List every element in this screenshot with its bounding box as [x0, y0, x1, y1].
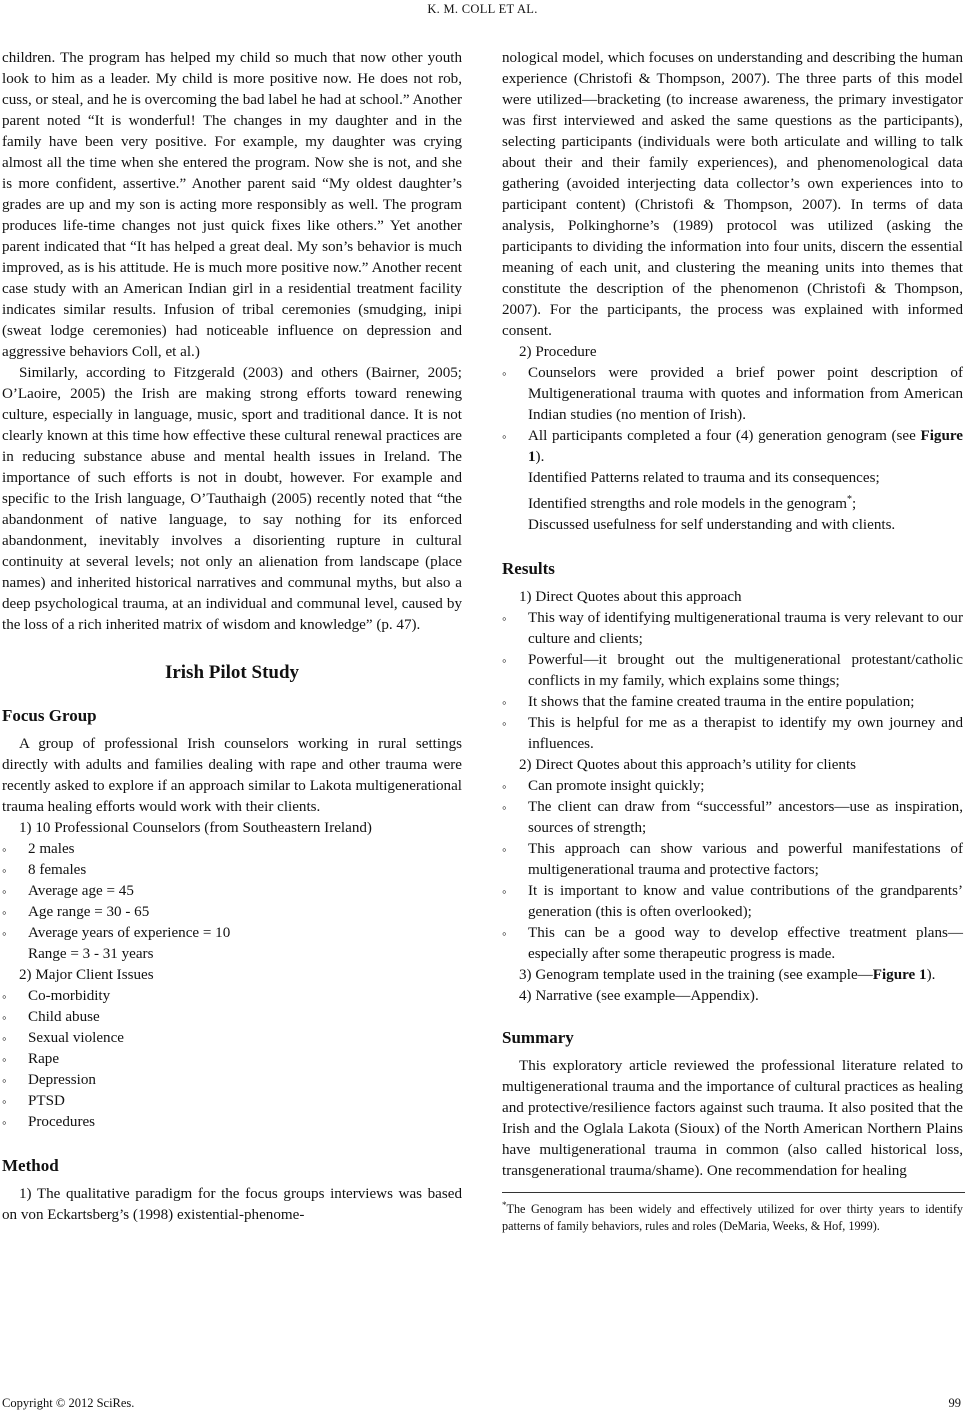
footnote-text: The Genogram has been widely and effectively utilized for over thirty years to identify patterns of family behaviors, rules and roles (DeMaria, Weeks, & Hof, 1999). [502, 1202, 963, 1234]
list-item: ◦ Age range = 30 - 65 [2, 902, 462, 923]
focus-group-paragraph: A group of professional Irish counselors working in rural settings directly with adults and families dealing with rape and other trauma were recently asked to explore if an approach similar to Lakota multigenerational trauma healing efforts would work with their clients. [2, 736, 462, 815]
list-item: ◦ Average years of experience = 10 [2, 923, 462, 944]
summary-paragraph: This exploratory article reviewed the professional literature related to multigenerational trauma and the importance of cultural practices as healing and protective/resilience factors against such trauma. It also posited that the Irish and the Oglala Lakota (Sioux) of the North American Northern Plains have multigenerational trauma in common (also called historical loss, transgenerational trauma/shame). One recommendation for healing [502, 1058, 963, 1180]
figure-reference: Figure 1 [872, 967, 927, 984]
results-3-end: ). [926, 967, 936, 984]
left-paragraph-1: children. The program has helped my child so much that now other youth look to him as a leader. My child is more positive now. He does not rob, cuss, or steal, and he is overcoming the bad label he had at school.” Another parent noted “It is wonderful! The changes in my daughter and in the family have been very positive. For example, my daughter was crying almost all the time when she entered the program. Now she is not, and she is more confident, assertive.” Another parent said “My oldest daughter’s grades are up and my son is acting more responsibly as well. The program produces life-time changes not just quick fixes like others.” Yet another parent indicated that “It has helped a great deal. My son’s behavior is much improved, as is his attitude. He is much more positive now.” Another recent case study with an American Indian girl in a residential treatment facility indicates similar results. Infusion of tribal ceremonies (smudging, inipi (sweat lodge ceremonies) had noticeable influence on depression and aggressive behaviors Coll, et al.) [2, 50, 462, 360]
list-item: ◦ This is helpful for me as a therapist to identify my own journey and influences. [502, 713, 963, 755]
procedure-list [502, 363, 963, 468]
results-1-title: 1) Direct Quotes about this approach [519, 589, 742, 606]
results-3 [502, 965, 963, 986]
right-paragraph-1: nological model, which focuses on understanding and describing the human experience (Christofi & Thompson, 2007). The three parts of this model were utilized—bracketing (to increase awareness, the primary investigator was first interviewed and asked the same questions as the participants), selecting participants (individuals were both articulate and willing to talk about their and their family experiences), and phenomenological data gathering (avoided interjecting data collector’s own experiences into to participant content) (Christofi & Thompson, 2007). In terms of data analysis, Polkinghorne’s (1989) protocol was utilized (asking the participants to dividing the information into four units, discern the essential meaning of each unit, and clustering the meaning units into themes that constitute the description of the phenomenon (Christofi & Thompson, 2007). For the participants, the process was explained with informed consent. [502, 50, 963, 339]
list-item: ◦ Depression [2, 1070, 462, 1091]
focus-group-heading: Focus Group [2, 706, 97, 725]
list-item: ◦ It is important to know and value contributions of the grandparents’ generation (this is often overlooked); [502, 881, 963, 923]
method-paragraph: 1) The qualitative paradigm for the focus groups interviews was based on von Eckartsberg’s (1998) existential-phenome- [2, 1186, 462, 1223]
procedure-sub-3: Discussed usefulness for self understanding and with clients. [528, 517, 896, 534]
list-item: ◦ Counselors were provided a brief power point description of Multigenerational trauma with quotes and information from American Indian studies (no mention of Irish). [502, 363, 963, 426]
running-head: K. M. COLL ET AL. [427, 2, 538, 16]
procedure-sub-1: Identified Patterns related to trauma and its consequences; [528, 470, 880, 486]
counselors-list-title: 1) 10 Professional Counselors (from Southeastern Ireland) [19, 820, 372, 836]
list-item: ◦ 8 females [2, 860, 462, 881]
footnote-marker: * [502, 1200, 507, 1211]
page-number: 99 [948, 1396, 961, 1410]
footnote [502, 1197, 963, 1235]
list-item: ◦ Sexual violence [2, 1028, 462, 1049]
results-4: 4) Narrative (see example—Appendix). [519, 988, 759, 1005]
list-item: ◦ 2 males [2, 839, 462, 860]
procedure-sub-2-text: Identified strengths and role models in the genogram [528, 496, 847, 513]
procedure-item-2-text: All participants completed a four (4) generation genogram (see [528, 428, 921, 444]
counselors-list [2, 839, 462, 944]
section-title: Irish Pilot Study [164, 662, 300, 683]
summary-heading: Summary [502, 1028, 574, 1048]
client-issues-title: 2) Major Client Issues [19, 967, 154, 983]
results-2-list [502, 776, 963, 965]
experience-range: Range = 3 - 31 years [28, 946, 154, 962]
list-item: ◦ Co-morbidity [2, 986, 462, 1007]
method-heading: Method [2, 1156, 59, 1175]
results-heading: Results [502, 559, 555, 579]
copyright-notice: Copyright © 2012 SciRes. [2, 1396, 135, 1410]
list-item: ◦ This approach can show various and powerful manifestations of multigenerational trauma and protective factors; [502, 839, 963, 881]
right-column [502, 48, 963, 1235]
footnote-marker: * [846, 494, 852, 505]
procedure-title: 2) Procedure [519, 344, 597, 360]
left-column [2, 48, 462, 1226]
results-1-list [502, 608, 963, 755]
procedure-sub-2 [502, 489, 963, 515]
list-item: ◦ The client can draw from “successful” ancestors—use as inspiration, sources of strength; [502, 797, 963, 839]
list-item: ◦ Procedures [2, 1112, 462, 1133]
list-item: ◦ This way of identifying multigenerational trauma is very relevant to our culture and clients; [502, 608, 963, 650]
list-item: ◦ Can promote insight quickly; [502, 776, 963, 797]
list-item: ◦ Powerful—it brought out the multigenerational protestant/catholic conflicts in my family, which explains some things; [502, 650, 963, 692]
list-item: ◦ Average age = 45 [2, 881, 462, 902]
list-item: ◦ Rape [2, 1049, 462, 1070]
procedure-sub-2-end: ; [851, 496, 857, 513]
procedure-item-2-end: ). [535, 449, 545, 465]
list-item: ◦ Child abuse [2, 1007, 462, 1028]
results-3-text: 3) Genogram template used in the training (see example— [519, 967, 873, 984]
list-item: ◦ It shows that the famine created trauma in the entire population; [502, 692, 963, 713]
footnote-divider [502, 1192, 965, 1193]
left-paragraph-2: Similarly, according to Fitzgerald (2003) and others (Bairner, 2005; O’Laoire, 2005) the Irish are making strong efforts toward renewing culture, especially in language, music, sport and traditional dance. It is not clearly known at this time how effective these cultural renewal practices are in reducing substance abuse and mental health issues in Ireland. The importance of such efforts is not in doubt, however. For example and specific to the Irish language, O’Tauthaigh (2005) recently noted that “the abandonment of native language, to say nothing for its enforced abandonment, inevitably involves a disorienting rupture in cultural continuity at several levels; not only an alienation from landscape (place names) and inherited historical narratives and communal myths, but also a deep psychological trauma, at an individual and communal level, caused by the loss of a rich inherited matrix of wisdom and knowledge” (p. 47). [2, 365, 462, 633]
list-item: ◦ PTSD [2, 1091, 462, 1112]
list-item [502, 426, 963, 468]
results-2-title: 2) Direct Quotes about this approach’s utility for clients [519, 757, 857, 774]
client-issues-list [2, 986, 462, 1133]
list-item: ◦ This can be a good way to develop effective treatment plans—especially after some therapeutic progress is made. [502, 923, 963, 965]
figure-reference: Figure 1 [528, 428, 963, 465]
